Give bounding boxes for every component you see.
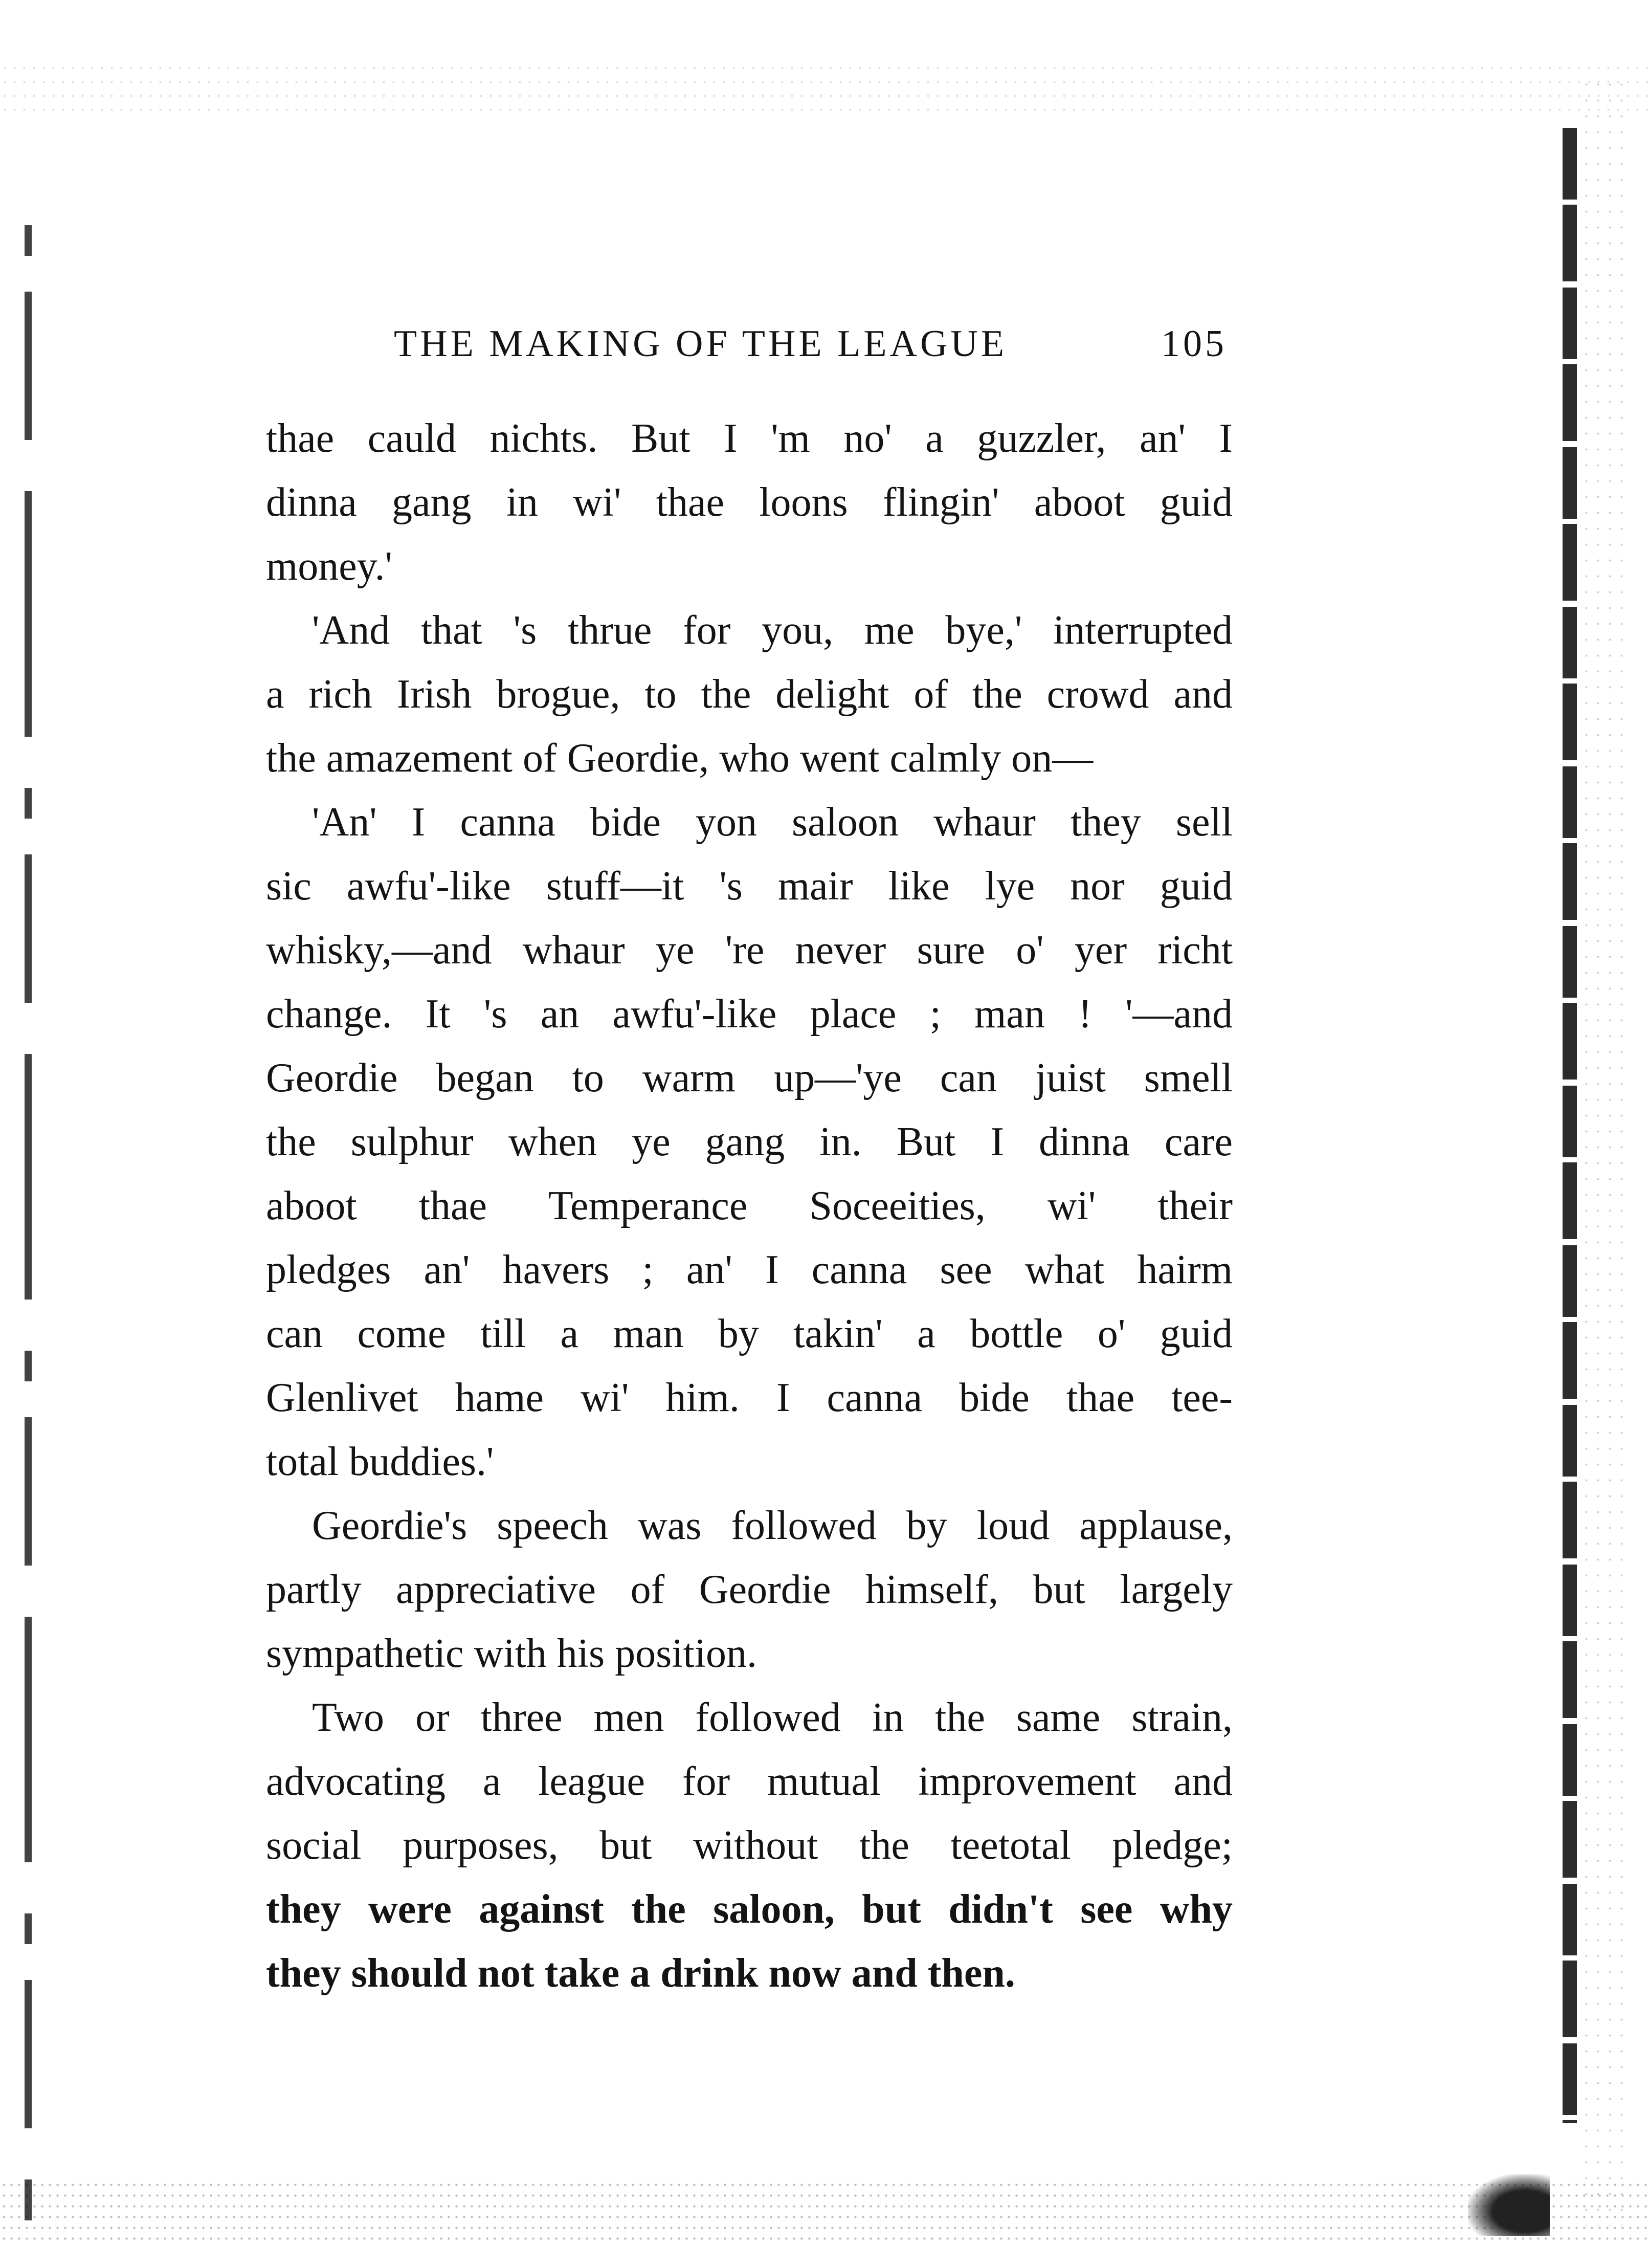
text-line: Glenlivet hame wi' him. I canna bide thae tee- bbox=[266, 1375, 1233, 1420]
body-text bbox=[266, 407, 1233, 2006]
text-line: whisky,—and whaur ye 're never sure o' yer richt bbox=[266, 928, 1233, 973]
text-line: can come till a man by takin' a bottle o' guid bbox=[266, 1311, 1233, 1356]
scan-noise-top bbox=[0, 61, 1649, 123]
scan-edge-left bbox=[25, 225, 32, 2220]
text-line: they were against the saloon, but didn't see why bbox=[266, 1887, 1233, 1932]
text-line: sic awfu'-like stuff—it 's mair like lye nor guid bbox=[266, 864, 1233, 909]
text-line: pledges an' havers ; an' I canna see what hairm bbox=[266, 1247, 1233, 1292]
text-line: the amazement of Geordie, who went calmly on— bbox=[266, 736, 1094, 781]
text-line: advocating a league for mutual improvement and bbox=[266, 1759, 1233, 1804]
text-line: partly appreciative of Geordie himself, but largely bbox=[266, 1567, 1233, 1612]
text-line: aboot thae Temperance Soceeities, wi' their bbox=[266, 1183, 1233, 1228]
text-line: 'And that 's thrue for you, me bye,' interrupted bbox=[312, 608, 1233, 653]
page-number: 105 bbox=[1161, 323, 1227, 365]
scan-corner-blot bbox=[1468, 2174, 1550, 2236]
text-line: thae cauld nichts. But I 'm no' a guzzler, an' I bbox=[266, 416, 1233, 461]
running-header bbox=[394, 322, 1263, 373]
scan-edge-right bbox=[1563, 128, 1577, 2123]
text-line: Two or three men followed in the same strain, bbox=[312, 1695, 1233, 1740]
text-line: money.' bbox=[266, 544, 392, 589]
text-line: social purposes, but without the teetotal pledge; bbox=[266, 1823, 1233, 1868]
text-line: sympathetic with his position. bbox=[266, 1631, 757, 1676]
text-line: the sulphur when ye gang in. But I dinna care bbox=[266, 1119, 1233, 1164]
text-line: total buddies.' bbox=[266, 1439, 494, 1484]
text-line: they should not take a drink now and then. bbox=[266, 1951, 1015, 1996]
text-line: 'An' I canna bide yon saloon whaur they sell bbox=[312, 800, 1233, 845]
text-line: Geordie began to warm up—'ye can juist smell bbox=[266, 1055, 1233, 1100]
scan-noise-right bbox=[1580, 77, 1626, 2226]
running-title: THE MAKING OF THE LEAGUE bbox=[394, 323, 1008, 365]
text-line: a rich Irish brogue, to the delight of the crowd and bbox=[266, 672, 1233, 717]
scan-noise-bottom bbox=[0, 2179, 1649, 2246]
text-line: change. It 's an awfu'-like place ; man ! '—and bbox=[266, 992, 1233, 1037]
text-line: Geordie's speech was followed by loud applause, bbox=[312, 1503, 1233, 1548]
text-line: dinna gang in wi' thae loons flingin' aboot guid bbox=[266, 480, 1233, 525]
